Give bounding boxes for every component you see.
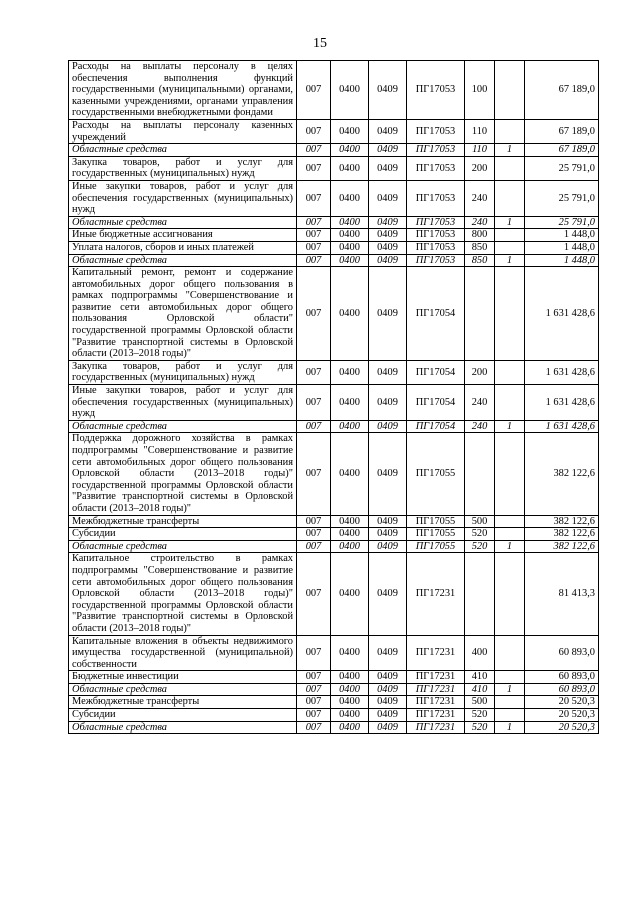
- subsection-code-cell: 0409: [369, 61, 407, 120]
- section-code-cell: 0400: [331, 433, 369, 515]
- target-article-cell: ПГ17231: [407, 696, 465, 709]
- section-code-cell: 0400: [331, 229, 369, 242]
- table-row: [69, 61, 599, 120]
- item-name-cell: Уплата налогов, сборов и иных платежей: [69, 241, 297, 254]
- table-row: [69, 229, 599, 242]
- ministry-code-cell: 007: [297, 553, 331, 635]
- expense-type-cell: 240: [465, 180, 495, 216]
- section-code-cell: 0400: [331, 420, 369, 433]
- ministry-code-cell: 007: [297, 420, 331, 433]
- amount-cell: 20 520,3: [525, 696, 599, 709]
- ministry-code-cell: 007: [297, 696, 331, 709]
- table-row: [69, 241, 599, 254]
- funding-source-cell: [495, 229, 525, 242]
- table-row: [69, 671, 599, 684]
- subsection-code-cell: 0409: [369, 254, 407, 267]
- table-row: [69, 515, 599, 528]
- expense-type-cell: 240: [465, 216, 495, 229]
- table-row: [69, 528, 599, 541]
- item-name-cell: Расходы на выплаты персоналу казенных учреждений: [69, 119, 297, 143]
- amount-cell: 25 791,0: [525, 180, 599, 216]
- subsection-code-cell: 0409: [369, 360, 407, 384]
- section-code-cell: 0400: [331, 156, 369, 180]
- item-name-cell: Иные закупки товаров, работ и услуг для обеспечения государственных (муниципальных) нужд: [69, 385, 297, 421]
- item-name-cell: Капитальное строительство в рамках подпрограммы "Совершенствование и развитие сети автомобильных дорог общего пользования Орловской области (2013–2018 годы)" государственной программы Орловской области "Развитие транспортной системы в Орловской области (2013–2018 годы)": [69, 553, 297, 635]
- amount-cell: 60 893,0: [525, 671, 599, 684]
- target-article-cell: ПГ17231: [407, 709, 465, 722]
- expense-type-cell: 240: [465, 385, 495, 421]
- expense-type-cell: 500: [465, 696, 495, 709]
- expense-type-cell: 500: [465, 515, 495, 528]
- item-name-cell: Капитальный ремонт, ремонт и содержание автомобильных дорог общего пользования в рамках подпрограммы "Совершенствование и развитие сети автомобильных дорог общего пользования Орловской области" государственной программы Орловской области "Развитие транспортной системы в Орловской области (2013–2018 годы)": [69, 267, 297, 361]
- table-row: [69, 709, 599, 722]
- funding-source-cell: 1: [495, 216, 525, 229]
- table-row: [69, 180, 599, 216]
- ministry-code-cell: 007: [297, 515, 331, 528]
- subsection-code-cell: 0409: [369, 229, 407, 242]
- funding-source-cell: [495, 360, 525, 384]
- section-code-cell: 0400: [331, 267, 369, 361]
- funding-source-cell: 1: [495, 144, 525, 157]
- funding-source-cell: 1: [495, 683, 525, 696]
- ministry-code-cell: 007: [297, 216, 331, 229]
- table-row: [69, 721, 599, 734]
- amount-cell: 25 791,0: [525, 216, 599, 229]
- ministry-code-cell: 007: [297, 385, 331, 421]
- funding-source-cell: [495, 433, 525, 515]
- item-name-cell: Областные средства: [69, 144, 297, 157]
- funding-source-cell: 1: [495, 540, 525, 553]
- funding-source-cell: [495, 385, 525, 421]
- table-row: [69, 119, 599, 143]
- target-article-cell: ПГ17054: [407, 360, 465, 384]
- subsection-code-cell: 0409: [369, 528, 407, 541]
- table-row: [69, 156, 599, 180]
- item-name-cell: Субсидии: [69, 528, 297, 541]
- item-name-cell: Субсидии: [69, 709, 297, 722]
- expense-type-cell: 200: [465, 360, 495, 384]
- section-code-cell: 0400: [331, 515, 369, 528]
- section-code-cell: 0400: [331, 553, 369, 635]
- item-name-cell: Капитальные вложения в объекты недвижимого имущества государственной (муниципальной) собственности: [69, 635, 297, 671]
- subsection-code-cell: 0409: [369, 156, 407, 180]
- ministry-code-cell: 007: [297, 360, 331, 384]
- item-name-cell: Расходы на выплаты персоналу в целях обеспечения выполнения функций государственными (муниципальными) органами, казенными учреждениями, органами управления государственными внебюджетными фондами: [69, 61, 297, 120]
- target-article-cell: ПГ17054: [407, 385, 465, 421]
- table-row: [69, 216, 599, 229]
- ministry-code-cell: 007: [297, 229, 331, 242]
- subsection-code-cell: 0409: [369, 119, 407, 143]
- table-row: [69, 360, 599, 384]
- subsection-code-cell: 0409: [369, 144, 407, 157]
- target-article-cell: ПГ17055: [407, 433, 465, 515]
- target-article-cell: ПГ17053: [407, 119, 465, 143]
- section-code-cell: 0400: [331, 540, 369, 553]
- table-row: [69, 635, 599, 671]
- funding-source-cell: [495, 119, 525, 143]
- ministry-code-cell: 007: [297, 721, 331, 734]
- expense-type-cell: 410: [465, 683, 495, 696]
- section-code-cell: 0400: [331, 144, 369, 157]
- item-name-cell: Межбюджетные трансферты: [69, 696, 297, 709]
- subsection-code-cell: 0409: [369, 721, 407, 734]
- ministry-code-cell: 007: [297, 683, 331, 696]
- item-name-cell: Бюджетные инвестиции: [69, 671, 297, 684]
- subsection-code-cell: 0409: [369, 420, 407, 433]
- expense-type-cell: 800: [465, 229, 495, 242]
- amount-cell: 1 631 428,6: [525, 385, 599, 421]
- amount-cell: 60 893,0: [525, 683, 599, 696]
- section-code-cell: 0400: [331, 61, 369, 120]
- funding-source-cell: 1: [495, 721, 525, 734]
- funding-source-cell: 1: [495, 420, 525, 433]
- target-article-cell: ПГ17053: [407, 180, 465, 216]
- target-article-cell: ПГ17053: [407, 229, 465, 242]
- table-row: [69, 420, 599, 433]
- section-code-cell: 0400: [331, 528, 369, 541]
- amount-cell: 60 893,0: [525, 635, 599, 671]
- ministry-code-cell: 007: [297, 433, 331, 515]
- funding-source-cell: [495, 528, 525, 541]
- ministry-code-cell: 007: [297, 156, 331, 180]
- amount-cell: 382 122,6: [525, 540, 599, 553]
- funding-source-cell: [495, 61, 525, 120]
- subsection-code-cell: 0409: [369, 385, 407, 421]
- amount-cell: 1 631 428,6: [525, 420, 599, 433]
- target-article-cell: ПГ17055: [407, 540, 465, 553]
- target-article-cell: ПГ17053: [407, 254, 465, 267]
- expense-type-cell: 240: [465, 420, 495, 433]
- subsection-code-cell: 0409: [369, 696, 407, 709]
- table-row: [69, 254, 599, 267]
- item-name-cell: Областные средства: [69, 420, 297, 433]
- funding-source-cell: 1: [495, 254, 525, 267]
- funding-source-cell: [495, 635, 525, 671]
- section-code-cell: 0400: [331, 119, 369, 143]
- subsection-code-cell: 0409: [369, 683, 407, 696]
- table-row: [69, 683, 599, 696]
- expense-type-cell: 110: [465, 119, 495, 143]
- section-code-cell: 0400: [331, 683, 369, 696]
- section-code-cell: 0400: [331, 254, 369, 267]
- subsection-code-cell: 0409: [369, 216, 407, 229]
- amount-cell: 382 122,6: [525, 433, 599, 515]
- ministry-code-cell: 007: [297, 709, 331, 722]
- table-row: [69, 696, 599, 709]
- funding-source-cell: [495, 709, 525, 722]
- section-code-cell: 0400: [331, 696, 369, 709]
- table-row: [69, 553, 599, 635]
- section-code-cell: 0400: [331, 216, 369, 229]
- subsection-code-cell: 0409: [369, 433, 407, 515]
- item-name-cell: Закупка товаров, работ и услуг для государственных (муниципальных) нужд: [69, 156, 297, 180]
- table-row: [69, 433, 599, 515]
- expense-type-cell: 520: [465, 528, 495, 541]
- table-row: [69, 267, 599, 361]
- section-code-cell: 0400: [331, 671, 369, 684]
- target-article-cell: ПГ17231: [407, 635, 465, 671]
- funding-source-cell: [495, 180, 525, 216]
- target-article-cell: ПГ17231: [407, 721, 465, 734]
- budget-table: [68, 60, 599, 734]
- target-article-cell: ПГ17055: [407, 528, 465, 541]
- expense-type-cell: [465, 433, 495, 515]
- table-row: [69, 385, 599, 421]
- expense-type-cell: 850: [465, 254, 495, 267]
- subsection-code-cell: 0409: [369, 553, 407, 635]
- funding-source-cell: [495, 156, 525, 180]
- expense-type-cell: 520: [465, 709, 495, 722]
- subsection-code-cell: 0409: [369, 241, 407, 254]
- funding-source-cell: [495, 267, 525, 361]
- subsection-code-cell: 0409: [369, 540, 407, 553]
- item-name-cell: Областные средства: [69, 216, 297, 229]
- ministry-code-cell: 007: [297, 144, 331, 157]
- ministry-code-cell: 007: [297, 671, 331, 684]
- target-article-cell: ПГ17053: [407, 156, 465, 180]
- expense-type-cell: 200: [465, 156, 495, 180]
- section-code-cell: 0400: [331, 180, 369, 216]
- target-article-cell: ПГ17231: [407, 553, 465, 635]
- amount-cell: 1 448,0: [525, 241, 599, 254]
- amount-cell: 1 631 428,6: [525, 360, 599, 384]
- table-row: [69, 144, 599, 157]
- amount-cell: 1 448,0: [525, 229, 599, 242]
- subsection-code-cell: 0409: [369, 180, 407, 216]
- amount-cell: 67 189,0: [525, 119, 599, 143]
- funding-source-cell: [495, 515, 525, 528]
- funding-source-cell: [495, 671, 525, 684]
- item-name-cell: Иные бюджетные ассигнования: [69, 229, 297, 242]
- amount-cell: 20 520,3: [525, 721, 599, 734]
- expense-type-cell: [465, 267, 495, 361]
- target-article-cell: ПГ17231: [407, 671, 465, 684]
- ministry-code-cell: 007: [297, 119, 331, 143]
- item-name-cell: Закупка товаров, работ и услуг для государственных (муниципальных) нужд: [69, 360, 297, 384]
- amount-cell: 1 631 428,6: [525, 267, 599, 361]
- expense-type-cell: 520: [465, 540, 495, 553]
- item-name-cell: Поддержка дорожного хозяйства в рамках подпрограммы "Совершенствование и развитие сети автомобильных дорог общего пользования Орловской области (2013–2018 годы)" государственной программы Орловской области "Развитие транспортной системы в Орловской области (2013–2018 годы)": [69, 433, 297, 515]
- expense-type-cell: 110: [465, 144, 495, 157]
- funding-source-cell: [495, 241, 525, 254]
- section-code-cell: 0400: [331, 721, 369, 734]
- amount-cell: 81 413,3: [525, 553, 599, 635]
- ministry-code-cell: 007: [297, 540, 331, 553]
- item-name-cell: Иные закупки товаров, работ и услуг для обеспечения государственных (муниципальных) нужд: [69, 180, 297, 216]
- amount-cell: 20 520,3: [525, 709, 599, 722]
- expense-type-cell: 410: [465, 671, 495, 684]
- amount-cell: 67 189,0: [525, 61, 599, 120]
- section-code-cell: 0400: [331, 709, 369, 722]
- ministry-code-cell: 007: [297, 267, 331, 361]
- subsection-code-cell: 0409: [369, 515, 407, 528]
- subsection-code-cell: 0409: [369, 267, 407, 361]
- target-article-cell: ПГ17231: [407, 683, 465, 696]
- funding-source-cell: [495, 553, 525, 635]
- amount-cell: 25 791,0: [525, 156, 599, 180]
- ministry-code-cell: 007: [297, 241, 331, 254]
- item-name-cell: Областные средства: [69, 721, 297, 734]
- expense-type-cell: 100: [465, 61, 495, 120]
- subsection-code-cell: 0409: [369, 635, 407, 671]
- ministry-code-cell: 007: [297, 254, 331, 267]
- target-article-cell: ПГ17053: [407, 144, 465, 157]
- expense-type-cell: 850: [465, 241, 495, 254]
- amount-cell: 382 122,6: [525, 528, 599, 541]
- item-name-cell: Областные средства: [69, 540, 297, 553]
- expense-type-cell: [465, 553, 495, 635]
- page-number: 15: [313, 36, 327, 51]
- target-article-cell: ПГ17053: [407, 61, 465, 120]
- ministry-code-cell: 007: [297, 528, 331, 541]
- ministry-code-cell: 007: [297, 61, 331, 120]
- section-code-cell: 0400: [331, 241, 369, 254]
- subsection-code-cell: 0409: [369, 671, 407, 684]
- target-article-cell: ПГ17055: [407, 515, 465, 528]
- table-row: [69, 540, 599, 553]
- expense-type-cell: 520: [465, 721, 495, 734]
- amount-cell: 1 448,0: [525, 254, 599, 267]
- item-name-cell: Областные средства: [69, 254, 297, 267]
- table-body: [69, 61, 599, 734]
- item-name-cell: Областные средства: [69, 683, 297, 696]
- funding-source-cell: [495, 696, 525, 709]
- expense-type-cell: 400: [465, 635, 495, 671]
- section-code-cell: 0400: [331, 360, 369, 384]
- subsection-code-cell: 0409: [369, 709, 407, 722]
- ministry-code-cell: 007: [297, 635, 331, 671]
- amount-cell: 67 189,0: [525, 144, 599, 157]
- item-name-cell: Межбюджетные трансферты: [69, 515, 297, 528]
- target-article-cell: ПГ17053: [407, 241, 465, 254]
- section-code-cell: 0400: [331, 385, 369, 421]
- section-code-cell: 0400: [331, 635, 369, 671]
- target-article-cell: ПГ17054: [407, 420, 465, 433]
- amount-cell: 382 122,6: [525, 515, 599, 528]
- ministry-code-cell: 007: [297, 180, 331, 216]
- target-article-cell: ПГ17053: [407, 216, 465, 229]
- target-article-cell: ПГ17054: [407, 267, 465, 361]
